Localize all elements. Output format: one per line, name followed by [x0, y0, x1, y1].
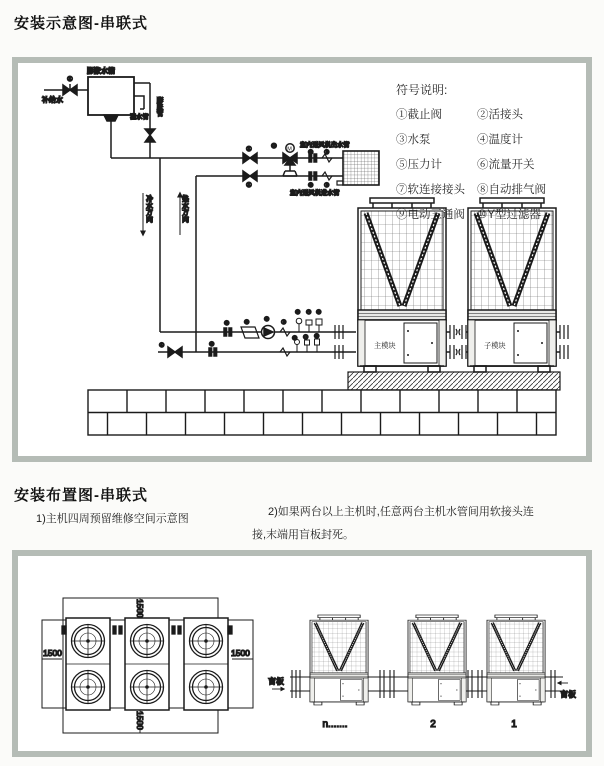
- air-vent-mark: ⑧: [303, 335, 309, 341]
- legend-num: ②: [477, 109, 489, 121]
- blind-plate-right-label: 盲板: [560, 690, 576, 699]
- plan-unit-2: [125, 618, 169, 710]
- threeway-valve-mark: ⑨: [271, 143, 277, 150]
- return-line-group: [158, 333, 356, 359]
- series-unit-2-number: 2: [430, 719, 436, 730]
- legend-label: 截止阀: [407, 109, 442, 121]
- legend-label: 自动排气阀: [488, 184, 546, 196]
- legend-item-3: [396, 131, 465, 147]
- legend-item-4: [477, 131, 546, 147]
- legend-num: ⑥: [477, 159, 489, 171]
- master-module-label: 主模块: [374, 341, 396, 350]
- legend-num: ⑤: [396, 159, 408, 171]
- makeup-water-label: 补给水: [42, 97, 63, 104]
- riser-group: [143, 158, 196, 352]
- drain-valve-mark: ①: [159, 343, 165, 349]
- series-unit-1-number: 1: [511, 719, 517, 730]
- series-unit-n: [310, 615, 368, 705]
- overflow-pipe-label: 溢水管: [130, 114, 149, 121]
- legend-num: ⑨: [396, 209, 408, 221]
- note-2-line1: 2)如果两台以上主机时,任意两台主机水管间用软接头连: [268, 506, 534, 518]
- fancoil-inlet-label: 室内送风机进水管: [290, 190, 340, 197]
- legend-grid: [396, 106, 581, 222]
- makeup-valve-mark: ①: [67, 76, 73, 83]
- legend-item-5: [396, 156, 465, 172]
- union-mark: ②: [224, 321, 230, 327]
- expansion-pipe-label: 膨胀管: [155, 97, 163, 117]
- outlet-flex-mark: ⑦: [324, 150, 330, 156]
- brick-foundation: [88, 390, 556, 435]
- drain-union-mark: ②: [209, 342, 215, 348]
- series-unit-2: [408, 615, 466, 705]
- pressure-gauge-mark: ⑤: [295, 310, 301, 316]
- legend-num: ①: [396, 109, 408, 121]
- dim-right: 1500: [231, 648, 250, 658]
- return-pressure-mark: ⑤: [292, 336, 298, 342]
- outdoor-units-group: [348, 198, 568, 390]
- legend-label: 温度计: [488, 134, 523, 146]
- expansion-tank-label: 膨胀水箱: [87, 68, 115, 75]
- pump-line-group: [160, 309, 356, 339]
- outlet-union-mark: ②: [308, 150, 314, 156]
- legend-item-10: [477, 206, 546, 222]
- legend-label: Y型过滤器: [487, 209, 541, 221]
- blind-plate-left-label: 盲板: [268, 677, 284, 686]
- cold-water-direction-label: 冷水方向: [144, 195, 152, 223]
- thermometer-mark: ④: [316, 310, 322, 316]
- legend-label: 软连接接头: [407, 184, 465, 196]
- clearance-plan-group: [42, 598, 253, 733]
- expansion-tank-group: [42, 66, 163, 158]
- legend: [396, 81, 581, 222]
- legend-num: ⑧: [477, 184, 489, 196]
- flow-switch-mark: ⑥: [306, 310, 312, 316]
- return-thermometer-mark: ④: [314, 334, 320, 340]
- note-1: 1)主机四周预留维修空间示意图: [36, 513, 189, 525]
- plan-unit-3: [184, 618, 228, 710]
- hot-water-direction-label: 热水方向: [180, 195, 188, 223]
- schematic-panel: [12, 57, 592, 462]
- legend-item-8: [477, 181, 546, 197]
- master-unit: [358, 198, 446, 372]
- legend-item-9: [396, 206, 465, 222]
- strainer-mark: ⑩: [244, 320, 250, 326]
- inlet-flex-mark: ⑦: [324, 183, 330, 189]
- legend-label: 压力计: [407, 159, 442, 171]
- series-unit-1: [487, 615, 545, 705]
- legend-num: ③: [396, 134, 408, 146]
- sub-module-label: 子模块: [484, 341, 506, 350]
- schematic-section-title: 安装示意图-串联式: [14, 15, 148, 32]
- legend-num: ⑦: [396, 184, 408, 196]
- dim-bottom: 1500: [135, 711, 145, 730]
- layout-section-title: 安装布置图-串联式: [14, 487, 148, 504]
- sub-unit: [468, 198, 556, 372]
- dim-left: 1500: [43, 648, 62, 658]
- series-connection-group: [268, 615, 576, 730]
- note-2-line2: 接,末端用盲板封死。: [252, 529, 355, 541]
- flex-mark: ⑦: [281, 320, 287, 326]
- plan-unit-1: [66, 618, 110, 710]
- legend-item-1: [396, 106, 465, 122]
- pump-mark: ③: [264, 317, 270, 323]
- legend-label: 电动三通阀: [407, 209, 465, 221]
- legend-label: 流量开关: [488, 159, 535, 171]
- inlet-valve-mark: ①: [246, 182, 252, 189]
- legend-label: 活接头: [488, 109, 523, 121]
- outlet-valve-mark: ①: [246, 146, 252, 153]
- dim-top: 1500: [135, 599, 145, 618]
- inlet-union-mark: ②: [308, 183, 314, 189]
- legend-item-6: [477, 156, 546, 172]
- fancoil-loop-group: [111, 141, 379, 197]
- legend-item-2: [477, 106, 546, 122]
- series-unit-n-number: n.......: [322, 719, 348, 730]
- fancoil-outlet-label: 室内送风机出水管: [300, 142, 350, 149]
- layout-panel: [12, 550, 592, 757]
- legend-title: 符号说明:: [396, 83, 448, 97]
- legend-num: ⑩: [477, 209, 488, 221]
- legend-num: ④: [477, 134, 489, 146]
- motor-letter: M: [287, 146, 292, 153]
- legend-item-7: [396, 181, 465, 197]
- layout-drawing: [18, 556, 586, 751]
- legend-label: 水泵: [407, 134, 431, 146]
